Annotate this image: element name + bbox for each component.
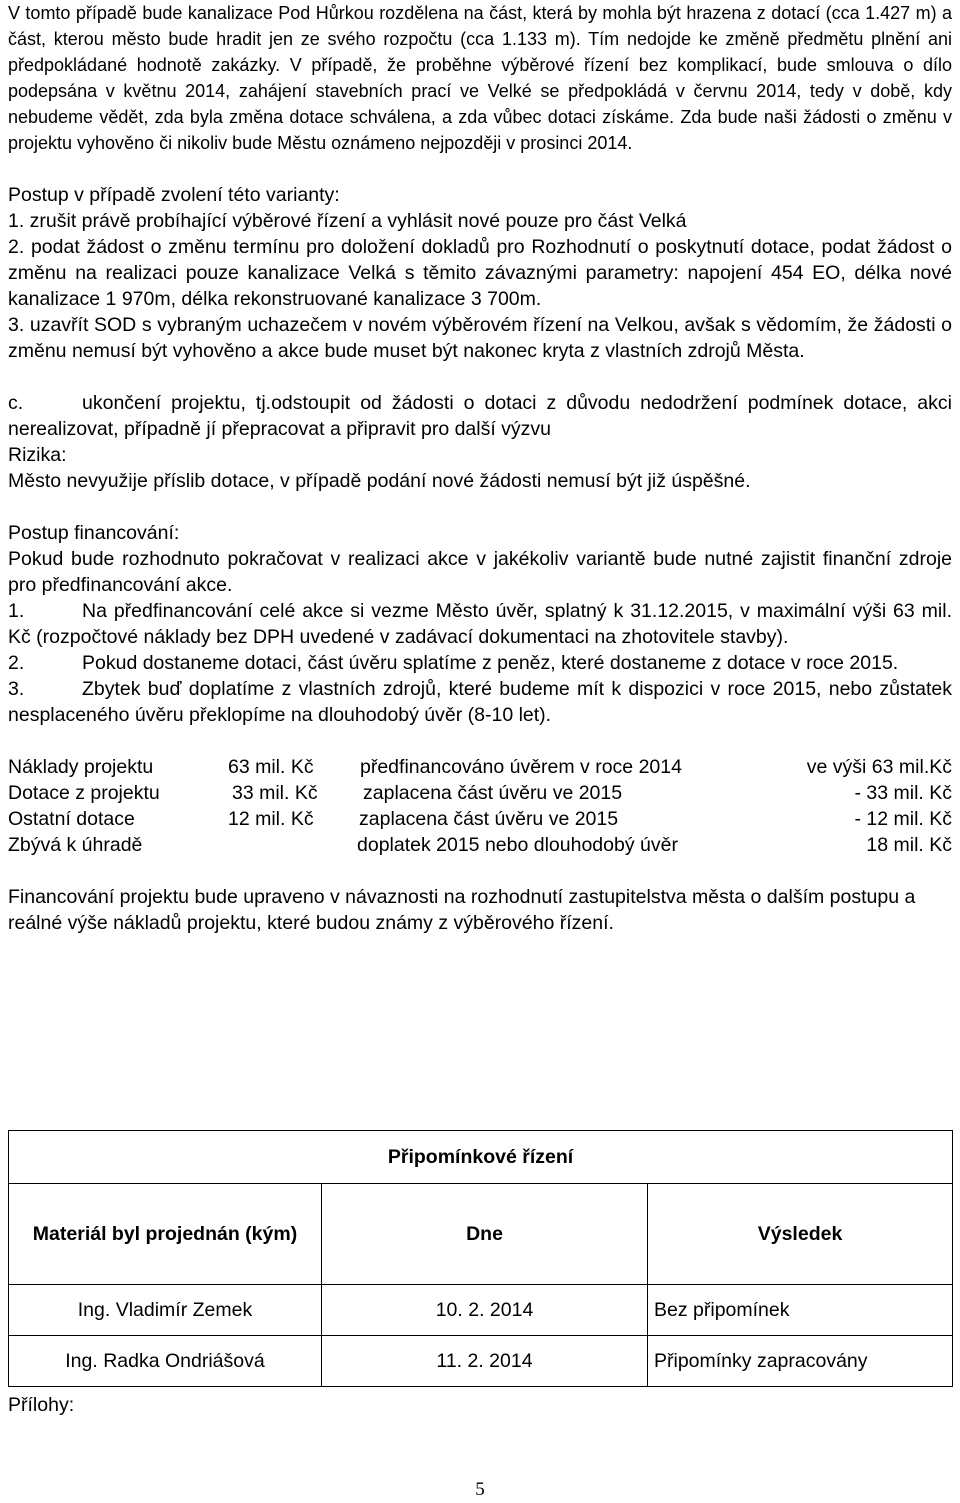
financing-item-1 xyxy=(8,598,952,650)
review-table-title: Připomínkové řízení xyxy=(9,1131,953,1184)
review-table xyxy=(8,1130,953,1387)
budget-amount: 63 mil. Kč xyxy=(228,756,314,778)
financing-item-number: 3. xyxy=(8,678,25,700)
document-page xyxy=(8,0,952,1416)
budget-row xyxy=(8,832,952,858)
financing-intro: Pokud bude rozhodnuto pokračovat v realizaci akce v jakékoliv variantě bude nutné zajistit finanční zdroje pro předfinancování akce. xyxy=(8,548,952,596)
budget-label: Zbývá k úhradě xyxy=(8,834,143,856)
budget-desc: předfinancováno úvěrem v roce 2014 xyxy=(360,756,682,778)
variant-description xyxy=(8,0,952,156)
table-row xyxy=(9,1336,953,1387)
budget-row xyxy=(8,806,952,832)
table-row xyxy=(9,1285,953,1336)
procedure-step-1: 1. zrušit právě probíhající výběrové řízení a vyhlásit nové pouze pro část Velká xyxy=(8,210,687,232)
review-header-date: Dne xyxy=(322,1184,648,1285)
review-cell-result: Bez připomínek xyxy=(648,1285,953,1336)
risks-label: Rizika: xyxy=(8,444,67,466)
budget-label: Dotace z projektu xyxy=(8,782,160,804)
option-c-marker: c. xyxy=(8,392,24,414)
page-number: 5 xyxy=(475,1479,485,1500)
procedure-step-3: 3. uzavřít SOD s vybraným uchazečem v novém výběrovém řízení na Velkou, avšak s vědomím, že žádosti o změnu nemusí být vyhověno a akce bude muset být nakonec kryta z vlastních zdrojů Města. xyxy=(8,314,952,362)
attachments-label: Přílohy: xyxy=(8,1394,75,1416)
budget-label: Ostatní dotace xyxy=(8,808,135,830)
budget-right: - 12 mil. Kč xyxy=(854,808,952,830)
financing-item-3 xyxy=(8,676,952,728)
risks-text: Město nevyužije příslib dotace, v případě podání nové žádosti nemusí být již úspěšné. xyxy=(8,470,751,492)
variant-paragraph: V tomto případě bude kanalizace Pod Hůrkou rozdělena na část, která by mohla být hrazena z dotací (cca 1.427 m) a část, kterou město bude hradit jen ze svého rozpočtu (cca 1.133 m). Tím nedojde ke změně předmětu plnění ani předpokládané hodnotě zakázky. V případě, že proběhne výběrové řízení bez komplikací, bude smlouva o dílo podepsána v květnu 2014, zahájení stavebních prací ve Velké se předpokládá v červnu 2014, tedy v době, kdy nebudeme vědět, zda byla změna dotace schválena, a zda vůbec dotaci získáme. Zda bude naši žádosti o změnu v projektu vyhověno či nikoliv bude Městu oznámeno nejpozději v prosinci 2014. xyxy=(8,3,952,153)
budget-summary xyxy=(8,754,952,858)
budget-row xyxy=(8,780,952,806)
financing-item-text: Zbytek buď doplatíme z vlastních zdrojů, které budeme mít k dispozici v roce 2015, nebo zůstatek nesplaceného úvěru překlopíme na dlouhodobý úvěr (8-10 let). xyxy=(8,678,952,726)
budget-right: ve výši 63 mil.Kč xyxy=(806,756,952,778)
option-c xyxy=(8,390,952,442)
review-cell-who: Ing. Radka Ondriášová xyxy=(9,1336,322,1387)
budget-amount: 12 mil. Kč xyxy=(228,808,314,830)
closing-paragraph: Financování projektu bude upraveno v návaznosti na rozhodnutí zastupitelstva města o dalším postupu a reálné výše nákladů projektu, které budou známy z výběrového řízení. xyxy=(8,886,916,934)
procedure-title: Postup v případě zvolení této varianty: xyxy=(8,184,340,206)
budget-desc: zaplacena část úvěru ve 2015 xyxy=(363,782,623,804)
budget-right: 18 mil. Kč xyxy=(866,834,952,856)
review-cell-date: 10. 2. 2014 xyxy=(322,1285,648,1336)
budget-amount: 33 mil. Kč xyxy=(232,782,318,804)
financing-item-text: Pokud dostaneme dotaci, část úvěru splatíme z peněz, které dostaneme z dotace v roce 2015. xyxy=(82,652,899,674)
financing-item-number: 2. xyxy=(8,652,25,674)
budget-desc: zaplacena část úvěru ve 2015 xyxy=(359,808,619,830)
procedure-step-2: 2. podat žádost o změnu termínu pro doložení dokladů pro Rozhodnutí o poskytnutí dotace, podat žádost o změnu na realizaci pouze kanalizace Velká s těmito závaznými parametry: napojení 454 EO, délka nové kanalizace 1 970m, délka rekonstruované kanalizace 3 700m. xyxy=(8,236,952,310)
review-cell-date: 11. 2. 2014 xyxy=(322,1336,648,1387)
financing-item-number: 1. xyxy=(8,600,25,622)
review-cell-who: Ing. Vladimír Zemek xyxy=(9,1285,322,1336)
review-cell-result: Připomínky zapracovány xyxy=(648,1336,953,1387)
review-header-who: Materiál byl projednán (kým) xyxy=(9,1184,322,1285)
budget-desc: doplatek 2015 nebo dlouhodobý úvěr xyxy=(357,834,678,856)
financing-title: Postup financování: xyxy=(8,522,180,544)
budget-right: - 33 mil. Kč xyxy=(854,782,952,804)
budget-row xyxy=(8,754,952,780)
budget-label: Náklady projektu xyxy=(8,756,154,778)
review-header-result: Výsledek xyxy=(648,1184,953,1285)
option-c-text: ukončení projektu, tj.odstoupit od žádosti o dotaci z důvodu nedodržení podmínek dotace, akci nerealizovat, případně jí přepracovat a připravit pro další výzvu xyxy=(8,392,952,440)
financing-item-2 xyxy=(8,650,952,676)
financing-item-text: Na předfinancování celé akce si vezme Město úvěr, splatný k 31.12.2015, v maximální výši 63 mil. Kč (rozpočtové náklady bez DPH uvedené v zadávací dokumentaci na zhotovitele stavby). xyxy=(8,600,952,648)
